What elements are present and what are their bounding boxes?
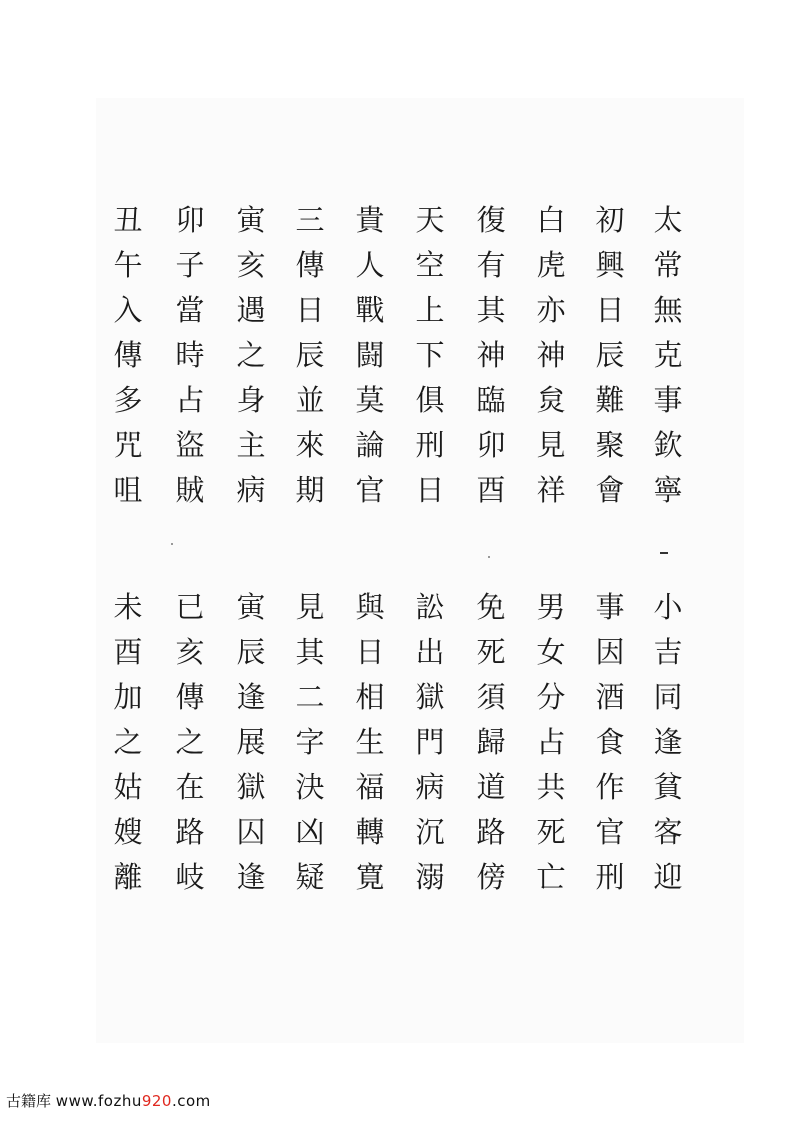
verse-character: 克 bbox=[653, 338, 683, 372]
verse-character: 亡 bbox=[536, 860, 566, 894]
verse-character: 寅 bbox=[236, 203, 266, 237]
verse-character: 午 bbox=[113, 248, 143, 282]
watermark-brand: 古籍库 bbox=[6, 1092, 52, 1110]
verse-character: 遇 bbox=[236, 293, 266, 327]
verse-character: 初 bbox=[595, 203, 625, 237]
verse-character: 並 bbox=[295, 383, 325, 417]
verse-character: 病 bbox=[236, 473, 266, 507]
verse-character: 天 bbox=[415, 203, 445, 237]
verse-character: 客 bbox=[653, 815, 683, 849]
verse-character: 字 bbox=[295, 725, 325, 759]
verse-character: 免 bbox=[476, 590, 506, 624]
verse-character: 女 bbox=[536, 635, 566, 669]
verse-character: 事 bbox=[595, 590, 625, 624]
verse-character: 太 bbox=[653, 203, 683, 237]
speck-mark bbox=[171, 543, 173, 545]
watermark-url-number: 920 bbox=[141, 1092, 172, 1110]
verse-character: 傳 bbox=[113, 338, 143, 372]
verse-character: 疑 bbox=[295, 860, 325, 894]
verse-character: 死 bbox=[536, 815, 566, 849]
verse-character: 門 bbox=[415, 725, 445, 759]
verse-character: 嫂 bbox=[113, 815, 143, 849]
verse-character: 臨 bbox=[476, 383, 506, 417]
verse-character: 獄 bbox=[415, 680, 445, 714]
verse-character: 男 bbox=[536, 590, 566, 624]
verse-character: 丑 bbox=[113, 203, 143, 237]
verse-character: 未 bbox=[113, 590, 143, 624]
verse-character: 沉 bbox=[415, 815, 445, 849]
verse-character: 事 bbox=[653, 383, 683, 417]
verse-character: 聚 bbox=[595, 428, 625, 462]
watermark-url-prefix: www.fozhu bbox=[55, 1092, 142, 1110]
verse-character: 二 bbox=[295, 680, 325, 714]
verse-column bbox=[290, 198, 330, 513]
verse-character: 有 bbox=[476, 248, 506, 282]
verse-character: 身 bbox=[236, 383, 266, 417]
verse-character: 三 bbox=[295, 203, 325, 237]
verse-character: 占 bbox=[536, 725, 566, 759]
verse-character: 寅 bbox=[236, 590, 266, 624]
verse-character: 其 bbox=[295, 635, 325, 669]
verse-character: 酒 bbox=[595, 680, 625, 714]
verse-column bbox=[531, 198, 571, 513]
verse-column bbox=[471, 585, 511, 900]
verse-character: 亥 bbox=[175, 635, 205, 669]
verse-column bbox=[648, 585, 688, 900]
verse-character: 卯 bbox=[175, 203, 205, 237]
verse-character: 刑 bbox=[415, 428, 445, 462]
verse-character: 其 bbox=[476, 293, 506, 327]
verse-character: 闘 bbox=[355, 338, 385, 372]
watermark-footer bbox=[6, 1089, 211, 1113]
verse-character: 戰 bbox=[355, 293, 385, 327]
verse-character: 轉 bbox=[355, 815, 385, 849]
verse-character: 獄 bbox=[236, 770, 266, 804]
verse-character: 日 bbox=[415, 473, 445, 507]
verse-character: 傳 bbox=[175, 680, 205, 714]
verse-character: 岐 bbox=[175, 860, 205, 894]
verse-block-1 bbox=[0, 198, 793, 507]
verse-character: 復 bbox=[476, 203, 506, 237]
watermark-url-suffix: .com bbox=[171, 1092, 211, 1110]
verse-character: 展 bbox=[236, 725, 266, 759]
watermark-url bbox=[56, 1092, 211, 1110]
verse-character: 凶 bbox=[295, 815, 325, 849]
verse-character: 小 bbox=[653, 590, 683, 624]
verse-character: 逢 bbox=[236, 680, 266, 714]
verse-character: 歸 bbox=[476, 725, 506, 759]
verse-character: 已 bbox=[175, 590, 205, 624]
verse-character: 福 bbox=[355, 770, 385, 804]
verse-character: 食 bbox=[595, 725, 625, 759]
verse-character: 出 bbox=[415, 635, 445, 669]
verse-character: 炱 bbox=[536, 383, 566, 417]
verse-character: 空 bbox=[415, 248, 445, 282]
verse-character: 之 bbox=[175, 725, 205, 759]
verse-column bbox=[410, 198, 450, 513]
verse-character: 盜 bbox=[175, 428, 205, 462]
verse-character: 寛 bbox=[355, 860, 385, 894]
verse-character: 生 bbox=[355, 725, 385, 759]
verse-character: 須 bbox=[476, 680, 506, 714]
verse-character: 與 bbox=[355, 590, 385, 624]
verse-column bbox=[350, 585, 390, 900]
verse-character: 虎 bbox=[536, 248, 566, 282]
section-divider-mark bbox=[660, 552, 668, 554]
verse-character: 迎 bbox=[653, 860, 683, 894]
verse-character: 辰 bbox=[295, 338, 325, 372]
verse-character: 咒 bbox=[113, 428, 143, 462]
verse-character: 路 bbox=[175, 815, 205, 849]
verse-character: 無 bbox=[653, 293, 683, 327]
verse-column bbox=[410, 585, 450, 900]
verse-character: 辰 bbox=[236, 635, 266, 669]
verse-character: 神 bbox=[536, 338, 566, 372]
verse-column bbox=[108, 198, 148, 513]
verse-column bbox=[648, 198, 688, 513]
verse-character: 日 bbox=[295, 293, 325, 327]
verse-character: 時 bbox=[175, 338, 205, 372]
verse-character: 酉 bbox=[113, 635, 143, 669]
verse-character: 子 bbox=[175, 248, 205, 282]
verse-character: 作 bbox=[595, 770, 625, 804]
verse-character: 論 bbox=[355, 428, 385, 462]
verse-character: 決 bbox=[295, 770, 325, 804]
verse-character: 溺 bbox=[415, 860, 445, 894]
verse-character: 之 bbox=[113, 725, 143, 759]
verse-character: 難 bbox=[595, 383, 625, 417]
verse-character: 貧 bbox=[653, 770, 683, 804]
verse-character: 上 bbox=[415, 293, 445, 327]
verse-character: 死 bbox=[476, 635, 506, 669]
verse-character: 之 bbox=[236, 338, 266, 372]
verse-character: 卯 bbox=[476, 428, 506, 462]
verse-character: 傍 bbox=[476, 860, 506, 894]
verse-character: 酉 bbox=[476, 473, 506, 507]
verse-character: 祥 bbox=[536, 473, 566, 507]
verse-character: 多 bbox=[113, 383, 143, 417]
verse-character: 官 bbox=[595, 815, 625, 849]
verse-column bbox=[350, 198, 390, 513]
verse-character: 姑 bbox=[113, 770, 143, 804]
verse-character: 莫 bbox=[355, 383, 385, 417]
verse-character: 在 bbox=[175, 770, 205, 804]
verse-character: 見 bbox=[295, 590, 325, 624]
verse-character: 因 bbox=[595, 635, 625, 669]
verse-character: 來 bbox=[295, 428, 325, 462]
verse-column bbox=[590, 198, 630, 513]
verse-character: 主 bbox=[236, 428, 266, 462]
verse-character: 病 bbox=[415, 770, 445, 804]
verse-character: 興 bbox=[595, 248, 625, 282]
verse-character: 路 bbox=[476, 815, 506, 849]
verse-character: 當 bbox=[175, 293, 205, 327]
verse-column bbox=[590, 585, 630, 900]
verse-character: 共 bbox=[536, 770, 566, 804]
verse-column bbox=[231, 585, 271, 900]
verse-character: 占 bbox=[175, 383, 205, 417]
verse-column bbox=[531, 585, 571, 900]
verse-character: 逢 bbox=[236, 860, 266, 894]
verse-character: 俱 bbox=[415, 383, 445, 417]
verse-character: 亥 bbox=[236, 248, 266, 282]
verse-character: 寧 bbox=[653, 473, 683, 507]
verse-character: 道 bbox=[476, 770, 506, 804]
verse-character: 欽 bbox=[653, 428, 683, 462]
verse-column bbox=[231, 198, 271, 513]
verse-column bbox=[108, 585, 148, 900]
verse-character: 辰 bbox=[595, 338, 625, 372]
verse-character: 相 bbox=[355, 680, 385, 714]
verse-character: 白 bbox=[536, 203, 566, 237]
verse-character: 常 bbox=[653, 248, 683, 282]
verse-character: 見 bbox=[536, 428, 566, 462]
verse-character: 同 bbox=[653, 680, 683, 714]
verse-column bbox=[471, 198, 511, 513]
verse-character: 貴 bbox=[355, 203, 385, 237]
verse-character: 會 bbox=[595, 473, 625, 507]
verse-character: 逢 bbox=[653, 725, 683, 759]
verse-character: 分 bbox=[536, 680, 566, 714]
verse-character: 訟 bbox=[415, 590, 445, 624]
verse-block-2 bbox=[0, 585, 793, 894]
verse-character: 囚 bbox=[236, 815, 266, 849]
verse-character: 加 bbox=[113, 680, 143, 714]
verse-character: 咀 bbox=[113, 473, 143, 507]
verse-character: 官 bbox=[355, 473, 385, 507]
verse-column bbox=[290, 585, 330, 900]
verse-character: 亦 bbox=[536, 293, 566, 327]
verse-character: 刑 bbox=[595, 860, 625, 894]
verse-character: 日 bbox=[355, 635, 385, 669]
verse-character: 賊 bbox=[175, 473, 205, 507]
verse-character: 人 bbox=[355, 248, 385, 282]
verse-character: 吉 bbox=[653, 635, 683, 669]
speck-mark bbox=[488, 556, 490, 558]
verse-column bbox=[170, 198, 210, 513]
verse-character: 離 bbox=[113, 860, 143, 894]
verse-character: 日 bbox=[595, 293, 625, 327]
verse-character: 下 bbox=[415, 338, 445, 372]
verse-character: 入 bbox=[113, 293, 143, 327]
verse-character: 期 bbox=[295, 473, 325, 507]
verse-character: 神 bbox=[476, 338, 506, 372]
verse-column bbox=[170, 585, 210, 900]
verse-character: 傳 bbox=[295, 248, 325, 282]
